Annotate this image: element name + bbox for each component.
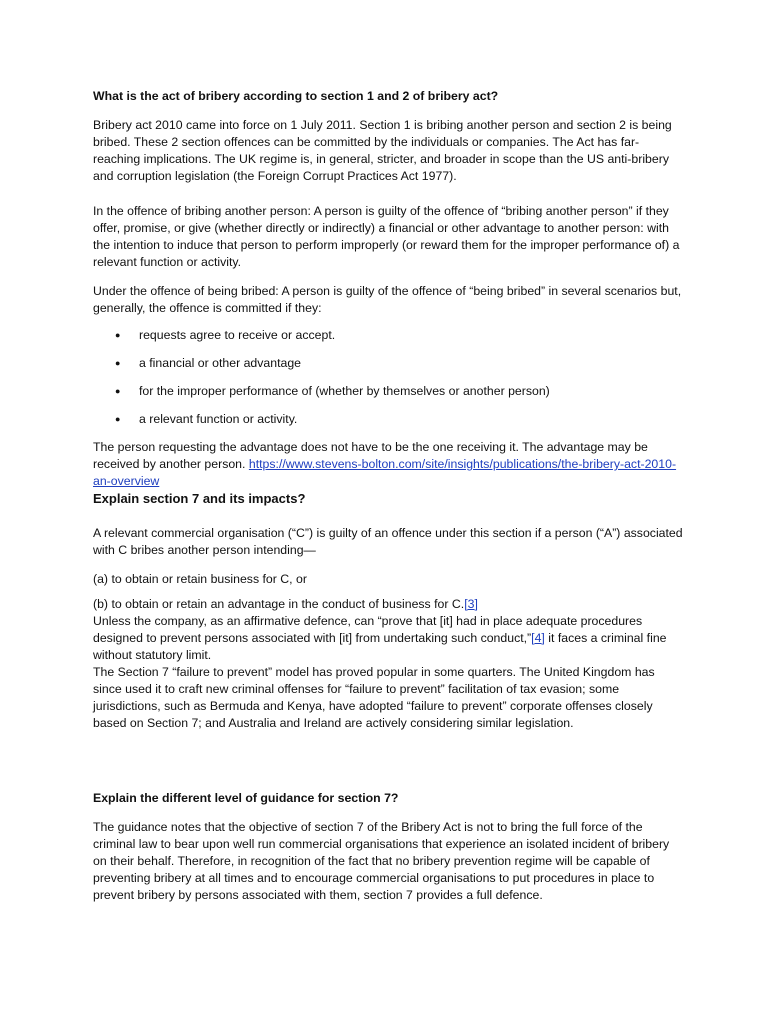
defence-text: Unless the company, as an affirmative defence, can “prove that [it] had in place adequate procedures designed to prevent persons associated with [it] from undertaking such conduct,” bbox=[93, 614, 643, 645]
section3-heading: Explain the different level of guidance for section 7? bbox=[93, 791, 399, 805]
list-item bbox=[93, 383, 683, 400]
list-item-text: a relevant function or activity. bbox=[139, 412, 298, 426]
section2-paragraph-defence bbox=[93, 613, 683, 664]
defence-tail: it faces a criminal fine without statutory limit. bbox=[93, 631, 667, 662]
list-item bbox=[93, 411, 683, 428]
bullet-icon: ● bbox=[115, 358, 121, 368]
list-item bbox=[93, 355, 683, 372]
item-b-text: (b) to obtain or retain an advantage in the conduct of business for C. bbox=[93, 597, 465, 611]
section2-paragraph-intro: A relevant commercial organisation (“C”) is guilty of an offence under this section if a person (“A”) associated with C bribes another person intending— bbox=[93, 526, 683, 557]
bullet-icon: ● bbox=[115, 386, 121, 396]
document-page bbox=[93, 88, 683, 904]
section1-paragraph-being-bribed: Under the offence of being bribed: A person is guilty of the offence of “being bribed” in several scenarios but, generally, the offence is committed if they: bbox=[93, 284, 682, 315]
list-item-text: a financial or other advantage bbox=[139, 356, 302, 370]
section1-paragraph-receiver bbox=[93, 439, 683, 490]
list-item-text: requests agree to receive or accept. bbox=[139, 328, 336, 342]
footnote-link-3[interactable]: [3] bbox=[464, 597, 478, 611]
bullet-icon: ● bbox=[115, 414, 121, 424]
section1-paragraph-intro: Bribery act 2010 came into force on 1 July 2011. Section 1 is bribing another person and section 2 is being bribed. These 2 section offences can be committed by the individuals or companies. The Act has far-reaching implications. The UK regime is, in general, stricter, and broader in scope than the US anti-bribery and corruption legislation (the Foreign Corrupt Practices Act 1977). bbox=[93, 118, 672, 183]
section3-paragraph-guidance: The guidance notes that the objective of section 7 of the Bribery Act is not to bring the full force of the criminal law to bear upon well run commercial organisations that experience an isolated incident of bribery on their behalf. Therefore, in recognition of the fact that no bribery prevention regime will be capable of preventing bribery at all times and to encourage commercial organisations to put procedures in place to prevent bribery by persons associated with them, section 7 provides a full defence. bbox=[93, 820, 670, 902]
list-item-text: for the improper performance of (whether by themselves or another person) bbox=[139, 384, 550, 398]
footnote-link-4[interactable]: [4] bbox=[531, 631, 545, 645]
section2-heading: Explain section 7 and its impacts? bbox=[93, 491, 306, 506]
source-link[interactable]: https://www.stevens-bolton.com/site/insights/publications/the-bribery-act-2010-an-overview bbox=[93, 457, 677, 488]
section2-item-b bbox=[93, 596, 683, 613]
section2-item-a: (a) to obtain or retain business for C, or bbox=[93, 572, 307, 586]
bullet-icon: ● bbox=[115, 330, 121, 340]
list-item bbox=[93, 327, 683, 344]
section2-paragraph-model: The Section 7 “failure to prevent” model has proved popular in some quarters. The United Kingdom has since used it to craft new criminal offenses for “failure to prevent” facilitation of tax evasion; some jurisdictions, such as Bermuda and Kenya, have adopted “failure to prevent” corporate offenses closely based on Section 7; and Australia and Ireland are actively considering similar legislation. bbox=[93, 665, 655, 730]
bullet-list bbox=[93, 327, 683, 428]
receiver-text: The person requesting the advantage does not have to be the one receiving it. The advantage may be received by another person. bbox=[93, 440, 648, 471]
section1-heading: What is the act of bribery according to section 1 and 2 of bribery act? bbox=[93, 89, 499, 103]
section1-paragraph-bribing: In the offence of bribing another person: A person is guilty of the offence of “bribing another person” if they offer, promise, or give (whether directly or indirectly) a financial or other advantage to another person: with the intention to induce that person to perform improperly (or reward them for the improper performance of) a relevant function or activity. bbox=[93, 204, 680, 269]
